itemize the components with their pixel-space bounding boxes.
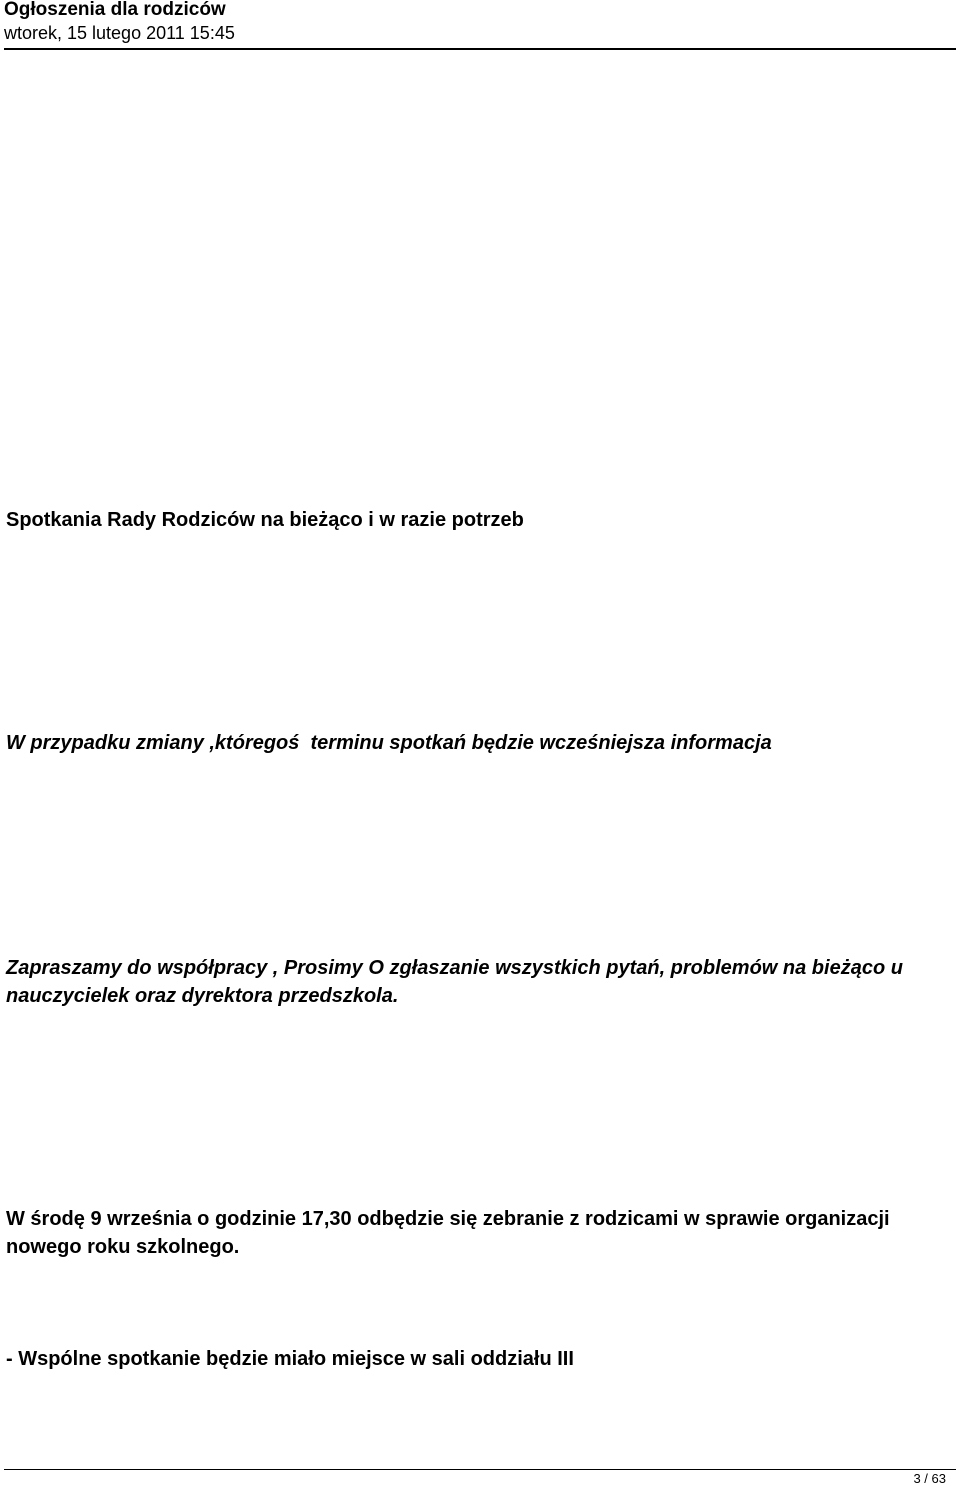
paragraph-cooperation: Zapraszamy do współpracy , Prosimy O zgłaszanie wszystkich pytań, problemów na bieżąco u nauczycielek oraz dyrektora przedszkola. [6, 957, 903, 1007]
page-title: Ogłoszenia dla rodziców [4, 0, 226, 20]
paragraph-parent-meeting: W środę 9 września o godzinie 17,30 odbędzie się zebranie z rodzicami w sprawie organizacji nowego roku szkolnego. [6, 1208, 890, 1258]
footer-divider [4, 1469, 956, 1470]
paragraph-meetings: Spotkania Rady Rodziców na bieżąco i w razie potrzeb [6, 509, 524, 531]
publish-date: wtorek, 15 lutego 2011 15:45 [4, 23, 235, 43]
page-number: 3 / 63 [913, 1471, 946, 1486]
header-divider [4, 48, 956, 50]
paragraph-meeting-location: - Wspólne spotkanie będzie miało miejsce w sali oddziału III [6, 1348, 574, 1370]
paragraph-schedule-change: W przypadku zmiany ,któregoś terminu spotkań będzie wcześniejsza informacja [6, 732, 772, 754]
